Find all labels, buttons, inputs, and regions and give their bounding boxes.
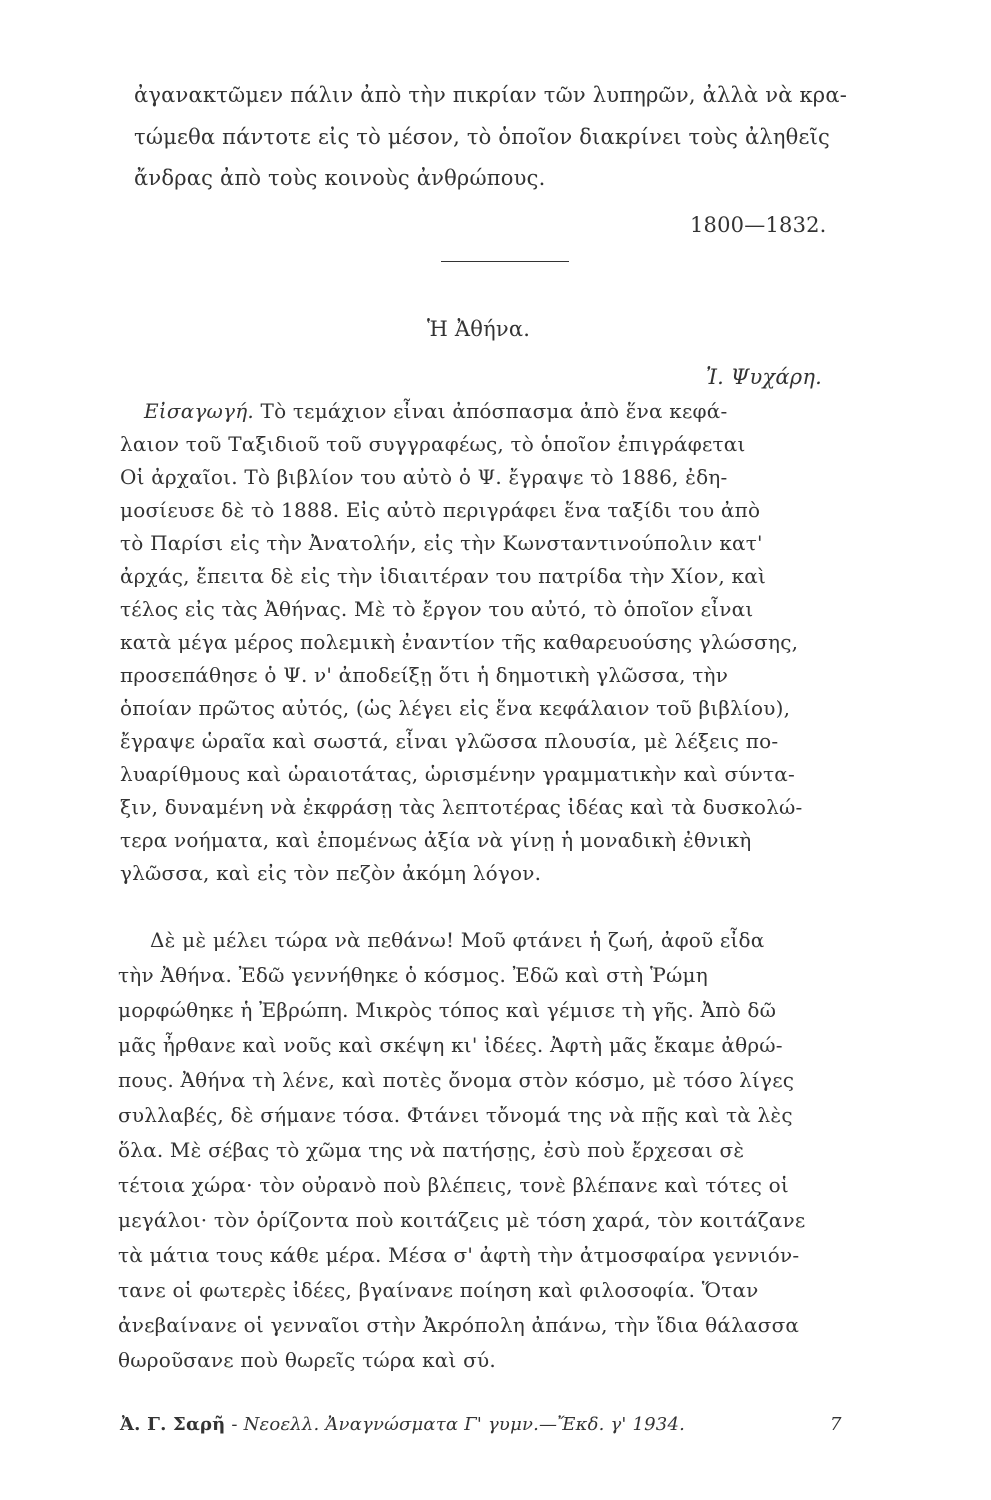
intro-first-line: Τὸ τεμάχιον εἶναι ἀπόσπασμα ἀπὸ ἕνα κεφά- (260, 399, 728, 423)
main-text-line: συλλαβές, δὲ σήμανε τόσα. Φτάνει τὄνομά της νὰ πῇς καὶ τὰ λὲς (118, 1103, 793, 1127)
intro-label: Εἰσαγωγή. (144, 399, 254, 423)
top-paragraph-line: ἀγανακτῶμεν πάλιν ἀπὸ τὴν πικρίαν τῶν λυπηρῶν, ἀλλὰ νὰ κρα- (134, 83, 848, 107)
intro-line: ξιν, δυναμένη νὰ ἐκφράσῃ τὰς λεπτοτέρας ἰδέας καὶ τὰ δυσκολώ- (120, 795, 803, 819)
intro-line: τερα νοήματα, καὶ ἐπομένως ἀξία νὰ γίνῃ ἡ μοναδικὴ ἐθνικὴ (120, 828, 752, 852)
intro-line: τέλος εἰς τὰς Ἀθήνας. Μὲ τὸ ἔργον του αὐτό, τὸ ὁποῖον εἶναι (120, 597, 754, 621)
main-text-line: τὰ μάτια τους κάθε μέρα. Μέσα σ' ἀφτὴ τὴν ἀτμοσφαίρα γεννιόν- (118, 1243, 800, 1267)
intro-line: ὁποίαν πρῶτος αὐτός, (ὡς λέγει εἰς ἕνα κεφάλαιον τοῦ βιβλίου), (120, 696, 791, 720)
intro-line: λυαρίθμους καὶ ὡραιοτάτας, ὡρισμένην γραμματικὴν καὶ σύντα- (120, 762, 795, 786)
dates: 1800—1832. (690, 213, 827, 237)
main-text-line: μορφώθηκε ἡ Ἐβρώπη. Μικρὸς τόπος καὶ γέμισε τὴ γῆς. Ἀπὸ δῶ (118, 998, 777, 1022)
main-text-line: πους. Ἀθήνα τὴ λένε, καὶ ποτὲς ὄνομα στὸν κόσμο, μὲ τόσο λίγες (118, 1068, 795, 1092)
intro-line: μοσίευσε δὲ τὸ 1888. Εἰς αὐτὸ περιγράφει ἕνα ταξίδι του ἀπὸ (120, 498, 761, 522)
intro-line: Οἱ ἀρχαῖοι. Τὸ βιβλίον του αὐτὸ ὁ Ψ. ἔγραψε τὸ 1886, ἐδη- (120, 465, 728, 489)
top-paragraph-line: τώμεθα πάντοτε εἰς τὸ μέσον, τὸ ὁποῖον διακρίνει τοὺς ἀληθεῖς (134, 125, 830, 149)
intro-line (144, 398, 727, 424)
footer-source-title: Νεοελλ. Ἀναγνώσματα Γ' γυμν.—Ἔκδ. γ' 1934. (243, 1414, 686, 1435)
main-text-line: ὅλα. Μὲ σέβας τὸ χῶμα της νὰ πατήσῃς, ἐσὺ ποὺ ἔρχεσαι σὲ (118, 1138, 745, 1162)
footer: Ἀ. Γ. Σαρῆ - Νεοελλ. Ἀναγνώσματα Γ' γυμν.—Ἔκδ. γ' 1934. (120, 1414, 686, 1435)
intro-line: λαιον τοῦ Ταξιδιοῦ τοῦ συγγραφέως, τὸ ὁποῖον ἐπιγράφεται (120, 432, 746, 456)
main-text-line: Δὲ μὲ μέλει τώρα νὰ πεθάνω! Μοῦ φτάνει ἡ ζωή, ἀφοῦ εἶδα (150, 928, 765, 952)
author-name: Ἰ. Ψυχάρη. (706, 365, 822, 389)
intro-line: προσεπάθησε ὁ Ψ. ν' ἀποδείξῃ ὅτι ἡ δημοτικὴ γλῶσσα, τὴν (120, 663, 729, 687)
intro-line: γλῶσσα, καὶ εἰς τὸν πεζὸν ἀκόμη λόγον. (120, 861, 542, 885)
main-text-line: μᾶς ἦρθανε καὶ νοῦς καὶ σκέψη κι' ἰδέες. Ἀφτὴ μᾶς ἔκαμε ἀθρώ- (118, 1033, 783, 1057)
intro-line: τὸ Παρίσι εἰς τὴν Ἀνατολήν, εἰς τὴν Κωνσταντινούπολιν κατ' (120, 531, 763, 555)
section-title: Ἡ Ἀθήνα. (427, 317, 531, 341)
intro-line: κατὰ μέγα μέρος πολεμικὴ ἐναντίον τῆς καθαρευούσης γλώσσης, (120, 630, 799, 654)
top-paragraph-line: ἄνδρας ἀπὸ τοὺς κοινοὺς ἀνθρώπους. (134, 166, 546, 190)
intro-line: ἔγραψε ὡραῖα καὶ σωστά, εἶναι γλῶσσα πλουσία, μὲ λέξεις πο- (120, 729, 779, 753)
footer-source-author: Ἀ. Γ. Σαρῆ (120, 1414, 226, 1435)
main-text-line: τὴν Ἀθήνα. Ἐδῶ γεννήθηκε ὁ κόσμος. Ἐδῶ καὶ στὴ Ῥώμη (118, 963, 708, 987)
main-text-line: τανε οἱ φωτερὲς ἰδέες, βγαίνανε ποίηση καὶ φιλοσοφία. Ὅταν (118, 1278, 759, 1302)
main-text-line: ἀνεβαίνανε οἱ γενναῖοι στὴν Ἀκρόπολη ἀπάνω, τὴν ἴδια θάλασσα (118, 1313, 800, 1337)
page-number: 7 (830, 1414, 842, 1435)
main-text-line: θωροῦσανε ποὺ θωρεῖς τώρα καὶ σύ. (118, 1348, 496, 1372)
section-divider (441, 261, 569, 262)
main-text-line: μεγάλοι· τὸν ὁρίζοντα ποὺ κοιτάζεις μὲ τόση χαρά, τὸν κοιτάζανε (118, 1208, 806, 1232)
intro-line: ἀρχάς, ἔπειτα δὲ εἰς τὴν ἰδιαιτέραν του πατρίδα τὴν Χίον, καὶ (120, 564, 766, 588)
main-text-line: τέτοια χώρα· τὸν οὐρανὸ ποὺ βλέπεις, τονὲ βλέπανε καὶ τότες οἱ (118, 1173, 789, 1197)
